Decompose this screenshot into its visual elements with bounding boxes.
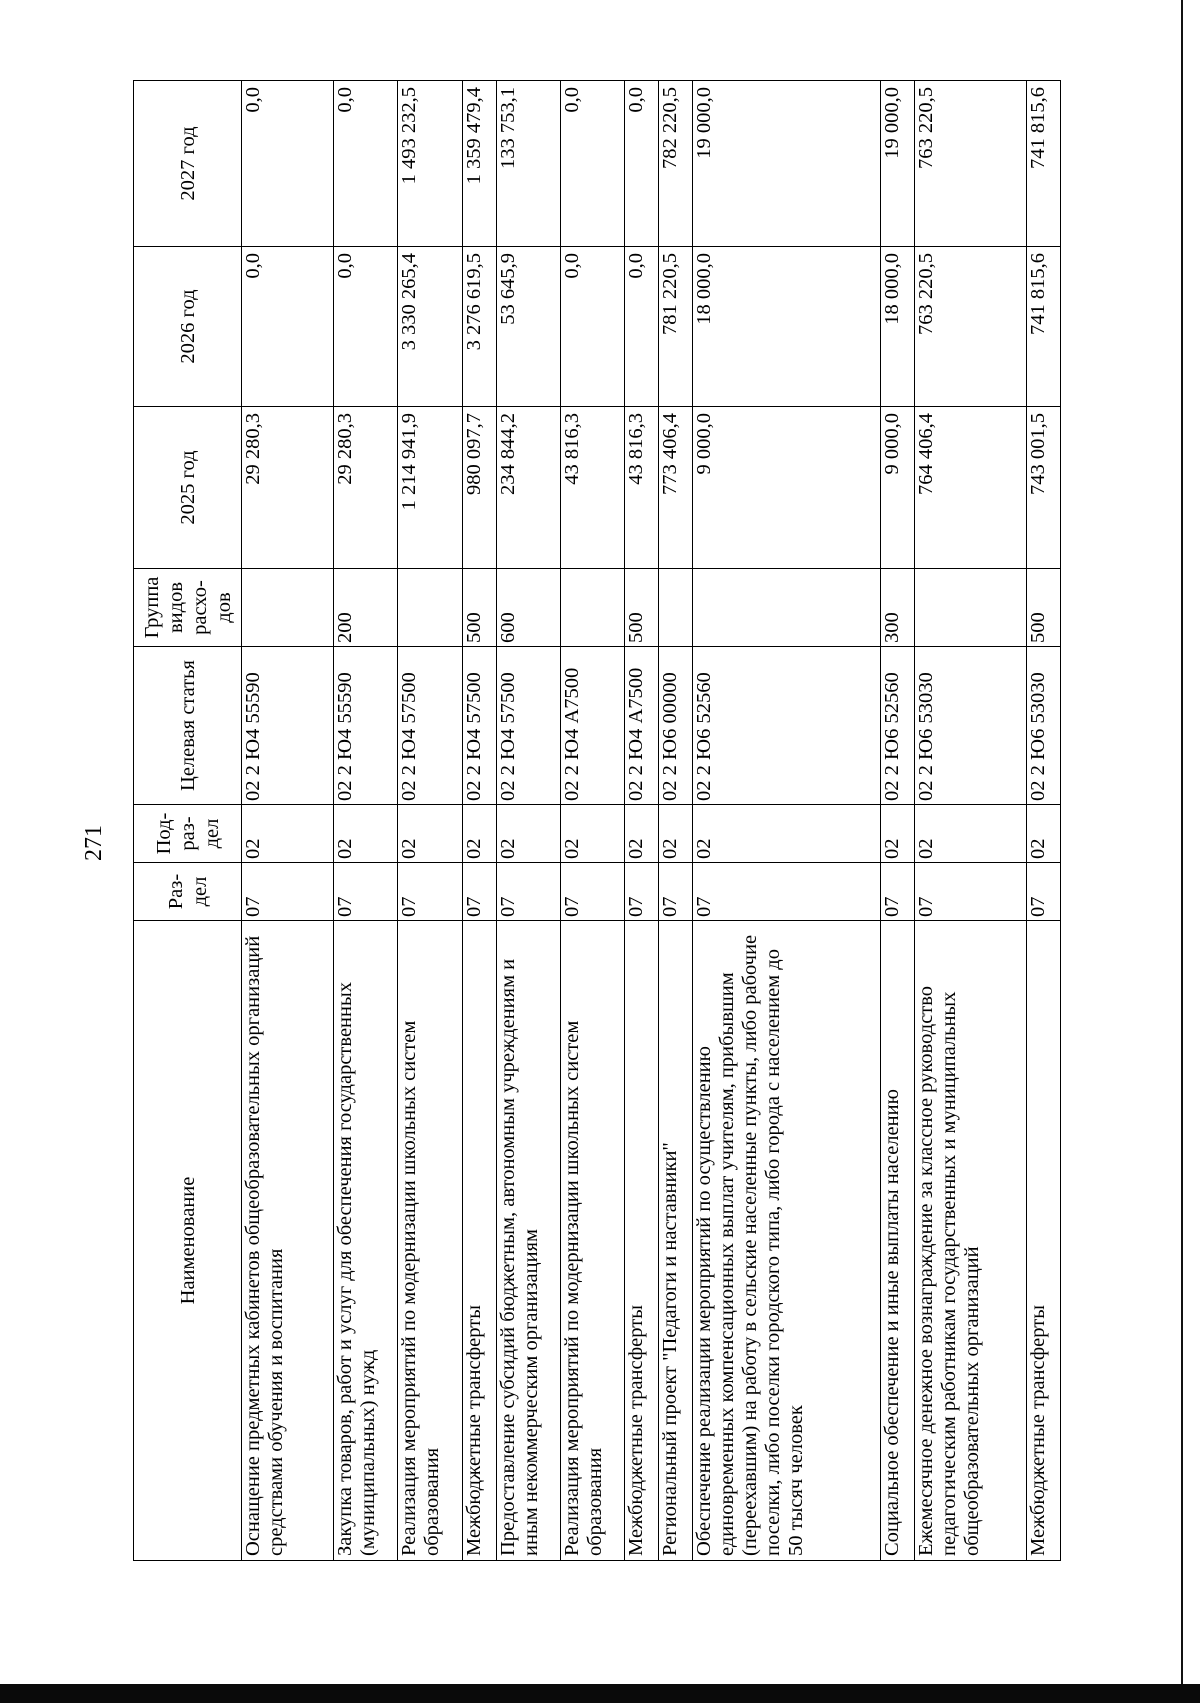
cell-podrazdel: 02	[624, 805, 658, 863]
cell-gruppa	[693, 569, 880, 647]
cell-name: Обеспечение реализации мероприятий по осуществлению единовременных компенсационных выплат учителям, прибывшим (переехавшим) на работу в сельские населенные пункты, либо рабочие поселки, либо поселки городского типа, либо города с населением до 50 тысяч человек	[693, 921, 880, 1561]
cell-gruppa: 500	[1026, 569, 1060, 647]
cell-2025: 764 406,4	[914, 407, 1026, 569]
header-podrazdel: Под-раз-дел	[134, 805, 242, 863]
cell-podrazdel: 02	[1026, 805, 1060, 863]
cell-2025: 773 406,4	[659, 407, 693, 569]
cell-name: Реализация мероприятий по модернизации школьных систем образования	[560, 921, 624, 1561]
scan-edge-bottom	[0, 1684, 1200, 1703]
cell-celevaya: 02 2 Ю4 А7500	[560, 647, 624, 805]
cell-2027: 1 359 479,4	[462, 81, 496, 247]
cell-podrazdel: 02	[398, 805, 462, 863]
cell-2025: 43 816,3	[560, 407, 624, 569]
header-2026: 2026 год	[134, 247, 242, 407]
cell-2025: 9 000,0	[693, 407, 880, 569]
cell-2025: 9 000,0	[880, 407, 914, 569]
cell-2027: 0,0	[242, 81, 334, 247]
cell-2025: 29 280,3	[242, 407, 334, 569]
cell-name: Межбюджетные трансферты	[462, 921, 496, 1561]
table-row	[880, 81, 914, 1561]
table-row	[398, 81, 462, 1561]
cell-gruppa	[659, 569, 693, 647]
cell-2026: 0,0	[242, 247, 334, 407]
cell-gruppa	[398, 569, 462, 647]
table-row	[693, 81, 880, 1561]
cell-2025: 234 844,2	[496, 407, 560, 569]
cell-2026: 18 000,0	[693, 247, 880, 407]
scan-edge-right	[1181, 0, 1200, 1684]
cell-gruppa: 200	[334, 569, 398, 647]
cell-name: Социальное обеспечение и иные выплаты населению	[880, 921, 914, 1561]
cell-2027: 1 493 232,5	[398, 81, 462, 247]
cell-celevaya: 02 2 Ю6 00000	[659, 647, 693, 805]
cell-2025: 1 214 941,9	[398, 407, 462, 569]
cell-2026: 18 000,0	[880, 247, 914, 407]
cell-name: Межбюджетные трансферты	[1026, 921, 1060, 1561]
cell-2027: 782 220,5	[659, 81, 693, 247]
table-body	[242, 81, 1061, 1561]
cell-gruppa	[914, 569, 1026, 647]
budget-table	[133, 80, 1061, 1561]
cell-podrazdel: 02	[693, 805, 880, 863]
cell-2027: 133 753,1	[496, 81, 560, 247]
cell-gruppa: 500	[624, 569, 658, 647]
cell-celevaya: 02 2 Ю6 53030	[914, 647, 1026, 805]
table-row	[659, 81, 693, 1561]
cell-2026: 3 276 619,5	[462, 247, 496, 407]
cell-2026: 741 815,6	[1026, 247, 1060, 407]
cell-celevaya: 02 2 Ю6 52560	[693, 647, 880, 805]
cell-razdel: 07	[398, 863, 462, 921]
cell-2027: 19 000,0	[880, 81, 914, 247]
cell-razdel: 07	[659, 863, 693, 921]
cell-2026: 53 645,9	[496, 247, 560, 407]
cell-gruppa: 600	[496, 569, 560, 647]
cell-name: Региональный проект "Педагоги и наставники"	[659, 921, 693, 1561]
cell-name: Ежемесячное денежное вознаграждение за классное руководство педагогическим работникам государственных и муниципальных общеобразовательных организаций	[914, 921, 1026, 1561]
cell-2026: 763 220,5	[914, 247, 1026, 407]
cell-celevaya: 02 2 Ю4 57500	[496, 647, 560, 805]
cell-podrazdel: 02	[659, 805, 693, 863]
cell-razdel: 07	[693, 863, 880, 921]
page-number: 271	[81, 825, 107, 861]
cell-name: Оснащение предметных кабинетов общеобразовательных организаций средствами обучения и воспитания	[242, 921, 334, 1561]
cell-2025: 29 280,3	[334, 407, 398, 569]
table-header-row	[134, 81, 242, 1561]
cell-2027: 0,0	[334, 81, 398, 247]
cell-2026: 3 330 265,4	[398, 247, 462, 407]
cell-celevaya: 02 2 Ю4 55590	[334, 647, 398, 805]
table-row	[334, 81, 398, 1561]
cell-celevaya: 02 2 Ю4 55590	[242, 647, 334, 805]
cell-razdel: 07	[1026, 863, 1060, 921]
cell-2026: 0,0	[334, 247, 398, 407]
cell-podrazdel: 02	[496, 805, 560, 863]
cell-podrazdel: 02	[560, 805, 624, 863]
cell-podrazdel: 02	[462, 805, 496, 863]
cell-2025: 980 097,7	[462, 407, 496, 569]
cell-podrazdel: 02	[334, 805, 398, 863]
cell-gruppa: 500	[462, 569, 496, 647]
cell-2027: 741 815,6	[1026, 81, 1060, 247]
cell-razdel: 07	[462, 863, 496, 921]
cell-razdel: 07	[914, 863, 1026, 921]
header-gruppa: Группа видов расхо-дов	[134, 569, 242, 647]
cell-name: Межбюджетные трансферты	[624, 921, 658, 1561]
table-row	[1026, 81, 1060, 1561]
cell-razdel: 07	[624, 863, 658, 921]
cell-razdel: 07	[880, 863, 914, 921]
cell-2026: 781 220,5	[659, 247, 693, 407]
header-2025: 2025 год	[134, 407, 242, 569]
cell-razdel: 07	[560, 863, 624, 921]
cell-2027: 19 000,0	[693, 81, 880, 247]
cell-celevaya: 02 2 Ю6 52560	[880, 647, 914, 805]
cell-celevaya: 02 2 Ю4 57500	[398, 647, 462, 805]
header-2027: 2027 год	[134, 81, 242, 247]
cell-razdel: 07	[334, 863, 398, 921]
table-row	[242, 81, 334, 1561]
cell-2027: 763 220,5	[914, 81, 1026, 247]
header-name: Наименование	[134, 921, 242, 1561]
table-row	[624, 81, 658, 1561]
table-row	[462, 81, 496, 1561]
cell-podrazdel: 02	[242, 805, 334, 863]
rotated-table-wrapper	[133, 81, 1061, 1561]
cell-2025: 743 001,5	[1026, 407, 1060, 569]
cell-2027: 0,0	[560, 81, 624, 247]
cell-celevaya: 02 2 Ю6 53030	[1026, 647, 1060, 805]
cell-celevaya: 02 2 Ю4 А7500	[624, 647, 658, 805]
cell-razdel: 07	[496, 863, 560, 921]
cell-gruppa	[560, 569, 624, 647]
cell-gruppa	[242, 569, 334, 647]
cell-2026: 0,0	[560, 247, 624, 407]
table-row	[914, 81, 1026, 1561]
cell-name: Реализация мероприятий по модернизации школьных систем образования	[398, 921, 462, 1561]
header-razdel: Раз-дел	[134, 863, 242, 921]
cell-razdel: 07	[242, 863, 334, 921]
table-row	[560, 81, 624, 1561]
header-celevaya: Целевая статья	[134, 647, 242, 805]
cell-gruppa: 300	[880, 569, 914, 647]
cell-podrazdel: 02	[914, 805, 1026, 863]
table-row	[496, 81, 560, 1561]
cell-celevaya: 02 2 Ю4 57500	[462, 647, 496, 805]
cell-name: Закупка товаров, работ и услуг для обеспечения государственных (муниципальных) нужд	[334, 921, 398, 1561]
cell-name: Предоставление субсидий бюджетным, автономным учреждениям и иным некоммерческим организациям	[496, 921, 560, 1561]
cell-podrazdel: 02	[880, 805, 914, 863]
cell-2025: 43 816,3	[624, 407, 658, 569]
cell-2026: 0,0	[624, 247, 658, 407]
cell-2027: 0,0	[624, 81, 658, 247]
